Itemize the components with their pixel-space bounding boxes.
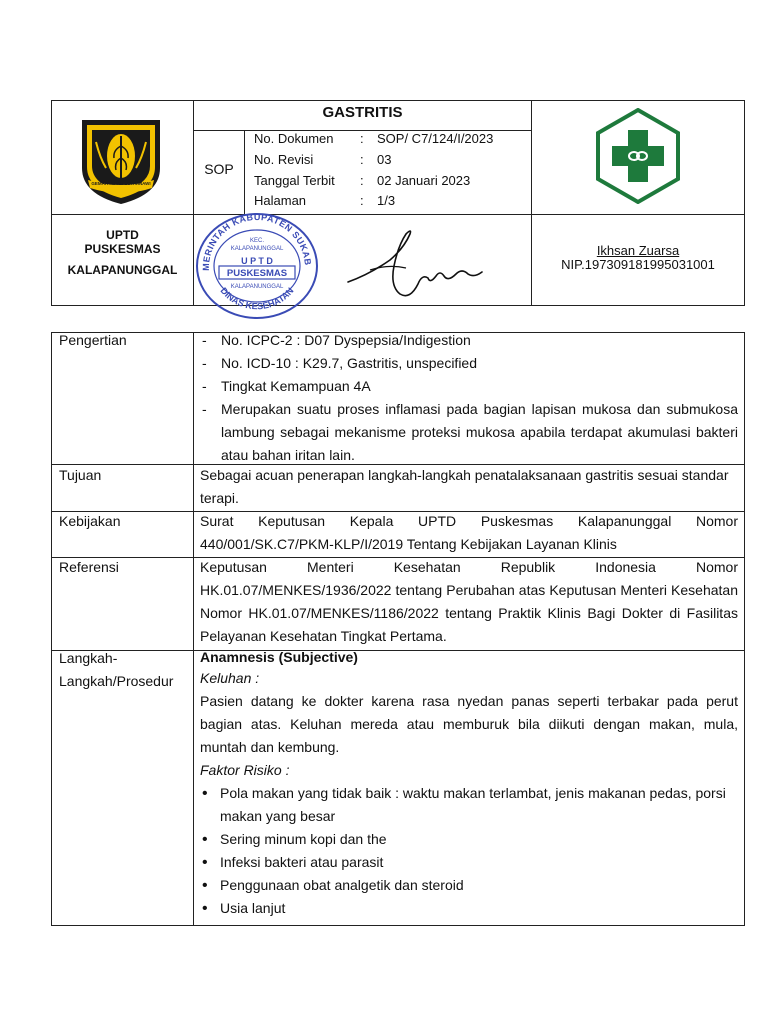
keluhan-text: Pasien datang ke dokter karena rasa nyedan panas seperti terbakar pada perut bagian atas. Keluhan mereda atau memburuk bila diikuti dengan makan, mula, muntah dan kembung. [200, 693, 738, 755]
tujuan-label: Tujuan [59, 467, 102, 483]
stamp-uptd: U P T D [241, 256, 273, 266]
referensi-text: Keputusan Menteri Kesehatan Republik Indonesia Nomor HK.01.07/MENKES/1936/2022 tentang Perubahan atas Keputusan Menteri Kesehatan Nomor HK.01.07/MENKES/1186/2022 tentang Praktik Klinis Bagi Dokter di Fasilitas Pelayanan Kesehatan Tingkat Pertama. [200, 559, 738, 644]
page-label: Halaman [254, 193, 307, 208]
stamp-ring-text: MERINTAH KABUPATEN SUKAB [200, 211, 314, 271]
list-item: • Infeksi bakteri atau parasit [200, 851, 738, 874]
list-item: • Usia lanjut [200, 897, 738, 920]
list-item: - No. ICD-10 : K29.7, Gastritis, unspecified [199, 352, 738, 375]
list-item: • Sering minum kopi dan the [200, 828, 738, 851]
stamp-bottom-text: DINAS KESEHATAN [218, 285, 296, 312]
org-kalapanunggal: KALAPANUNGGAL [67, 263, 178, 277]
faktor-risiko-list [200, 782, 738, 920]
stamp-puskesmas: PUSKESMAS [226, 268, 288, 279]
document-title: GASTRITIS [322, 104, 403, 121]
doc-number-value: SOP/ C7/124/I/2023 [377, 131, 494, 146]
signature [340, 220, 490, 302]
page-sep: : [360, 193, 364, 208]
langkah-content [200, 647, 738, 920]
stamp-kec: KEC. [249, 238, 265, 244]
issue-date-label: Tanggal Terbit [254, 173, 335, 188]
langkah-label-1: Langkah- [59, 650, 118, 666]
org-puskesmas: PUSKESMAS [84, 242, 161, 256]
anamnesis-heading: Anamnesis (Subjective) [200, 649, 358, 665]
faktor-risiko-label: Faktor Risiko : [200, 762, 290, 778]
referensi-label: Referensi [59, 559, 119, 575]
page-value: 1/3 [377, 193, 396, 208]
puskesmas-logo [590, 108, 686, 204]
revision-value: 03 [377, 152, 392, 167]
list-item: - Merupakan suatu proses inflamasi pada bagian lapisan mukosa dan submukosa lambung sebagai mekanisme proteksi mukosa apabila terdapat akumulasi bakteri atau bahan iritan lain. [199, 398, 738, 467]
issue-date-value: 02 Januari 2023 [377, 173, 471, 188]
emblem-motto: GEMAH RIPAH LOH JINAWI [91, 181, 151, 186]
official-stamp [193, 210, 323, 320]
issue-date-sep: : [360, 173, 364, 188]
list-item: - No. ICPC-2 : D07 Dyspepsia/Indigestion [199, 329, 738, 352]
doc-number-sep: : [360, 131, 364, 146]
tujuan-text: Sebagai acuan penerapan langkah-langkah penatalaksanaan gastritis sesuai standar terapi. [200, 467, 729, 506]
stamp-city: KALAPANUNGGAL [230, 284, 284, 290]
revision-label: No. Revisi [254, 152, 314, 167]
stamp-kec-name: KALAPANUNGGAL [230, 246, 284, 252]
sop-label: SOP [204, 161, 234, 177]
revision-sep: : [360, 152, 364, 167]
pengertian-content [199, 329, 738, 467]
list-item: - Tingkat Kemampuan 4A [199, 375, 738, 398]
kebijakan-text: Surat Keputusan Kepala UPTD Puskesmas Kalapanunggal Nomor 440/001/SK.C7/PKM-KLP/I/2019 Tentang Kebijakan Layanan Klinis [200, 513, 738, 552]
kabupaten-emblem-logo [78, 118, 164, 206]
pengertian-label: Pengertian [59, 332, 127, 348]
signer-nip: NIP.197309181995031001 [561, 257, 715, 272]
langkah-label-2: Langkah/Prosedur [59, 673, 174, 689]
doc-number-label: No. Dokumen [254, 131, 334, 146]
org-uptd: UPTD [106, 228, 139, 242]
kebijakan-label: Kebijakan [59, 513, 121, 529]
keluhan-label: Keluhan : [200, 670, 260, 686]
list-item: • Penggunaan obat analgetik dan steroid [200, 874, 738, 897]
pengertian-list [199, 329, 738, 467]
signer-name: Ikhsan Zuarsa [596, 243, 680, 258]
list-item: • Pola makan yang tidak baik : waktu makan terlambat, jenis makanan pedas, porsi makan yang besar [200, 782, 738, 828]
